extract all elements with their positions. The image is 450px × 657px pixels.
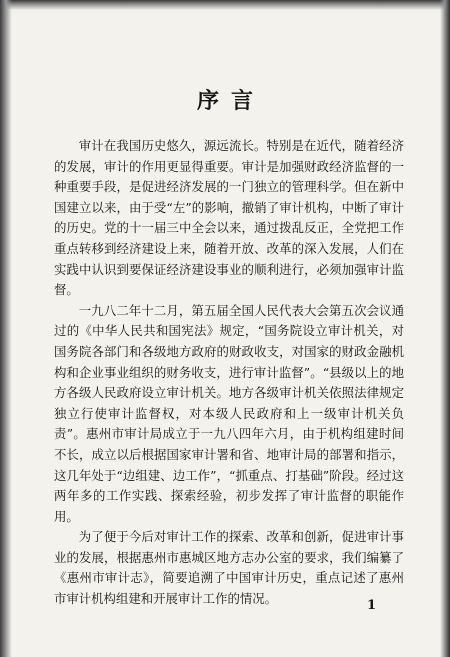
paragraph-1: 审计在我国历史悠久，源远流长。特别是在近代，随着经济的发展，审计的作用更显得重要。审计是加强财政经济监督的一种重要手段，是促进经济发展的一门独立的管理科学。但在新中国建立以来，由于受“左”的影响，撤销了审计机构，中断了审计的历史。党的十一届三中全会以来，通过拨乱反正，全党把工作重点转移到经济建设上来，随着开放、改革的深入发展，人们在实践中认识到要保证经济建设事业的顺利进行，必须加强审计监督。 <box>54 138 404 298</box>
paragraph-2: 一九八二年十二月，第五届全国人民代表大会第五次会议通过的《中华人民共和国宪法》规定，“国务院设立审计机关，对国务院各部门和各级地方政府的财政收支，对国家的财政金融机构和企业事业组织的财务收支，进行审计监督”。“县级以上的地方各级人民政府设立审计机关。地方各级审计机关依照法律规定独立行使审计监督权，对本级人民政府和上一级审计机关负责”。惠州市审计局成立于一九八四年六月，由于机构组建时间不长，成立以后根据国家审计署和省、地审计局的部署和指示，这几年处于“边组建、边工作”，“抓重点、打基础”阶段。经过这两年多的工作实践、探索经验，初步发挥了审计监督的职能作用。 <box>54 302 404 524</box>
preface-body <box>54 136 404 610</box>
page-title: 序言 <box>196 88 265 114</box>
page-number: 1 <box>367 598 377 613</box>
paragraph-3: 为了便于今后对审计工作的探索、改革和创新，促进审计事业的发展，根据惠州市惠城区地方志办公室的要求，我们编纂了《惠州市审计志》，简要追溯了中国审计历史，重点记述了惠州市审计机构组建和开展审计工作的情况。 <box>54 529 404 607</box>
scan-shadow-top <box>0 0 450 10</box>
